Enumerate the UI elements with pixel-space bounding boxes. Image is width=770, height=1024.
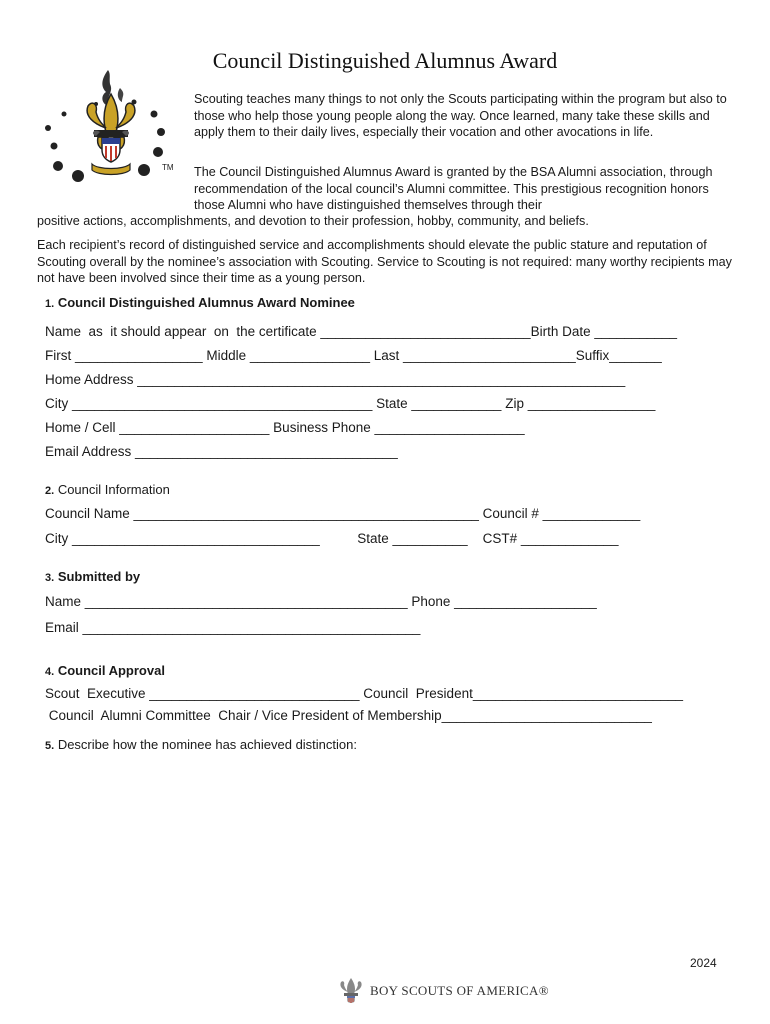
section-title: Describe how the nominee has achieved distinction:	[57, 737, 357, 752]
section-number: 5.	[45, 740, 55, 752]
intro-paragraph-4: Each recipient’s record of distinguished service and accomplishments should elevate the public stature and reputation of Scouting overall by the nominee’s association with Scouting. Service to Scouting is not required: many worthy recipients may not have been involved since their time as a young person.	[37, 238, 732, 285]
trademark-mark: TM	[162, 163, 174, 172]
bsa-footer-logo-icon	[336, 976, 366, 1004]
section-5-heading	[45, 737, 357, 752]
distinction-description-area[interactable]	[45, 760, 725, 940]
section-number: 2.	[45, 485, 55, 497]
submitter-email-field[interactable]: Email _____________________________________________	[45, 620, 421, 635]
council-city-state-cst-field[interactable]: City _________________________________ State __________ CST# _____________	[45, 531, 619, 546]
section-title: Council Information	[57, 482, 170, 497]
intro-paragraph-1: Scouting teaches many things to not only the Scouts participating within the program but also to those who help those young people along the way. Once learned, many take these skills and apply them to their daily lives, especially their vocation and other avocations in life.	[194, 92, 727, 139]
section-3-heading	[45, 569, 140, 584]
intro-paragraph-3: positive actions, accomplishments, and devotion to their profession, hobby, community, and beliefs.	[37, 214, 589, 228]
section-4-heading	[45, 663, 165, 678]
council-name-number-field[interactable]: Council Name ______________________________________________ Council # _____________	[45, 506, 641, 521]
nominee-first-middle-last-field[interactable]: First _________________ Middle ________________ Last _______________________Suffix_______	[45, 348, 662, 363]
section-title: Submitted by	[57, 569, 141, 584]
footer-organization: BOY SCOUTS OF AMERICA®	[370, 983, 549, 998]
page-title: Council Distinguished Alumnus Award	[212, 48, 558, 73]
alumni-committee-chair-field[interactable]: Council Alumni Committee Chair / Vice President of Membership____________________________	[45, 708, 652, 723]
email-field[interactable]: Email Address ___________________________________	[45, 444, 398, 459]
section-1-heading	[45, 295, 355, 310]
nominee-name-birthdate-field[interactable]: Name as it should appear on the certificate ____________________________Birth Date ___________	[45, 324, 677, 339]
section-title: Council Approval	[57, 663, 165, 678]
home-address-field[interactable]: Home Address _________________________________________________________________	[45, 372, 626, 387]
section-number: 1.	[45, 298, 55, 310]
form-year: 2024	[690, 956, 717, 970]
section-number: 4.	[45, 666, 55, 678]
city-state-zip-field[interactable]: City ________________________________________ State ____________ Zip _________________	[45, 396, 656, 411]
phone-fields[interactable]: Home / Cell ____________________ Business Phone ____________________	[45, 420, 525, 435]
section-title: Council Distinguished Alumnus Award Nominee	[57, 295, 355, 310]
submitter-name-phone-field[interactable]: Name ___________________________________________ Phone ___________________	[45, 594, 597, 609]
intro-paragraph-2: The Council Distinguished Alumnus Award is granted by the BSA Alumni association, through recommendation of the local council’s Alumni committee. This prestigious recognition honors those Alumni who have distinguished themselves through their	[194, 165, 713, 212]
section-2-heading	[45, 482, 170, 497]
scout-executive-president-field[interactable]: Scout Executive ____________________________ Council President____________________________	[45, 686, 684, 701]
section-number: 3.	[45, 572, 55, 584]
